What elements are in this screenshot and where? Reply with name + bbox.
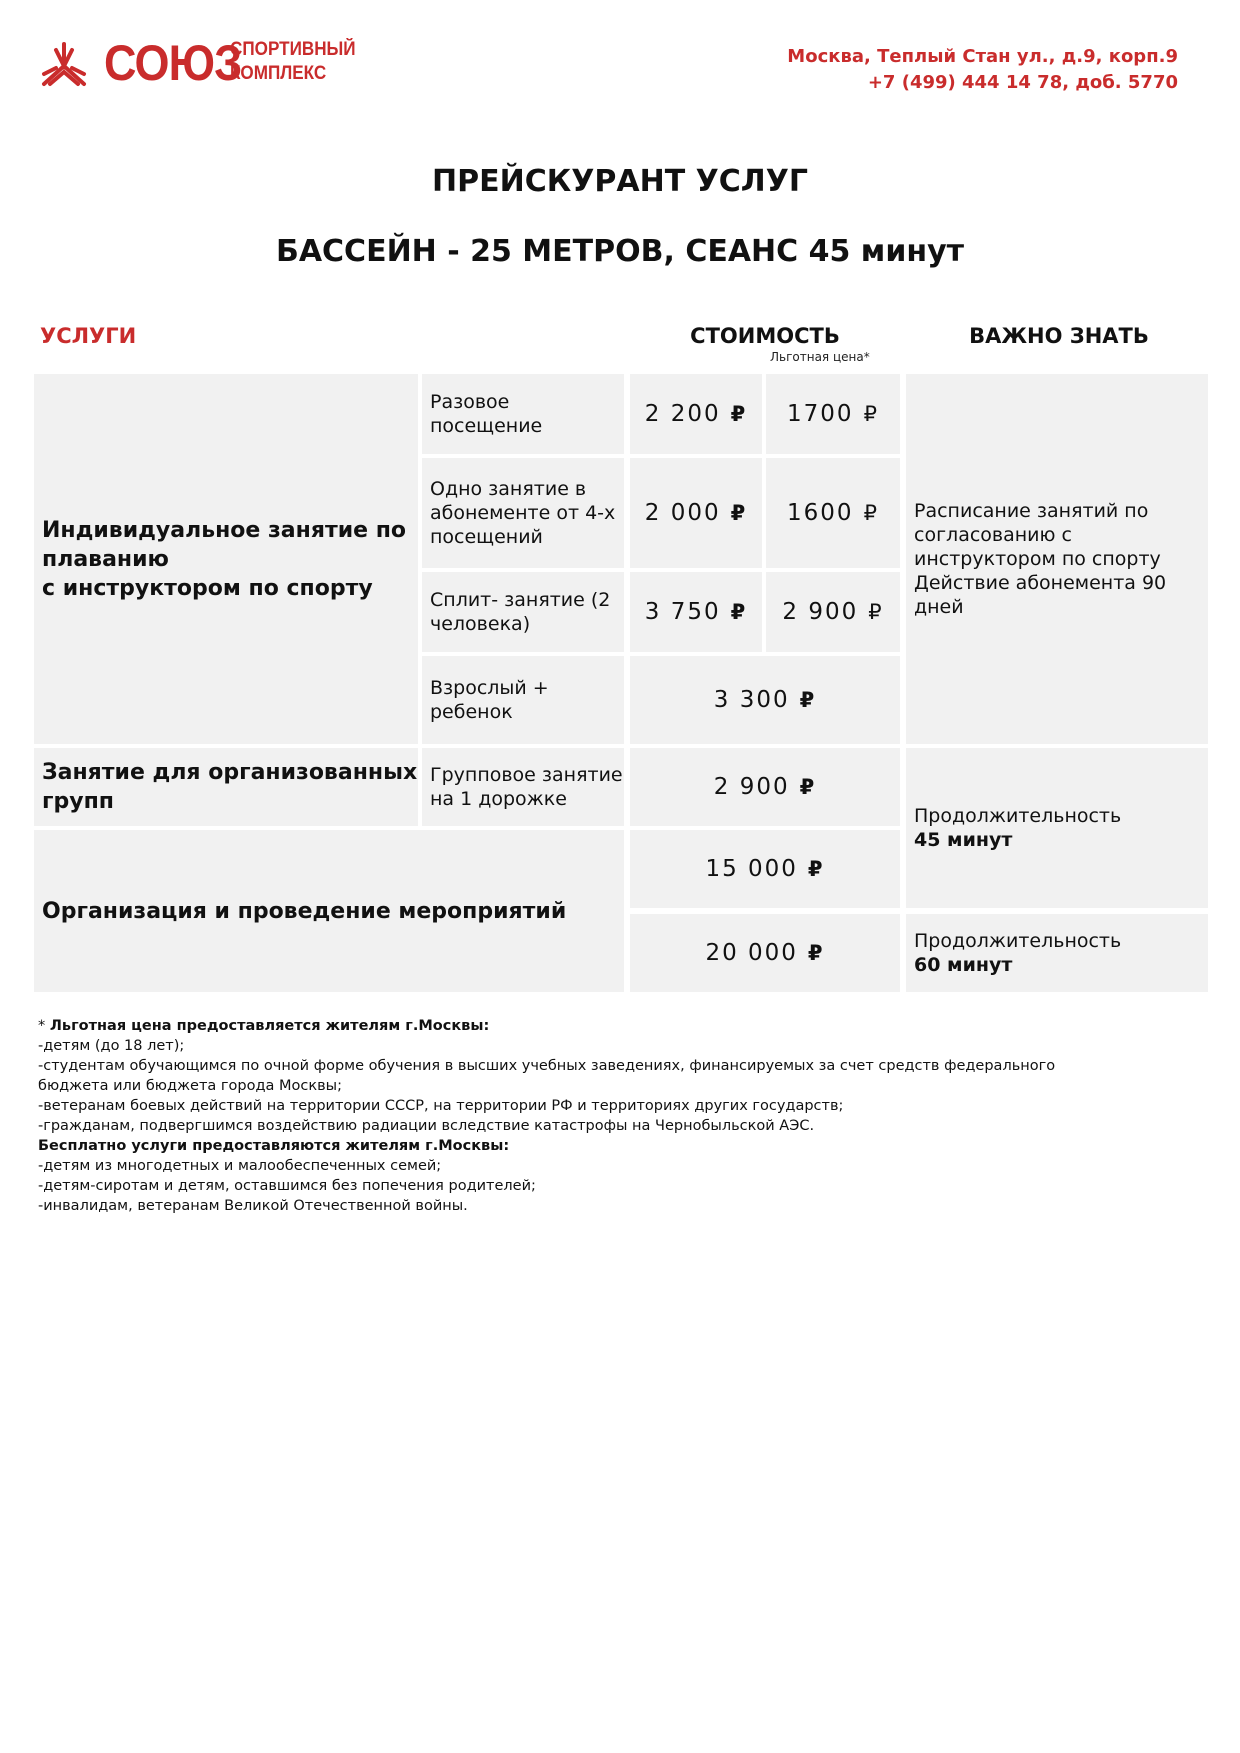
page-title: ПРЕЙСКУРАНТ УСЛУГ	[432, 164, 808, 199]
events-note-value: 60 минут	[914, 954, 1013, 976]
preferential-single-visit: 1700 ₽	[766, 374, 900, 454]
ruble-icon: ₽	[807, 941, 825, 965]
groups-category: Занятие для организованных групп	[34, 748, 418, 826]
price-event-45: 15 000 ₽	[630, 830, 900, 908]
price-subscription: 2 000 ₽	[630, 458, 762, 568]
ruble-icon: ₽	[730, 600, 748, 624]
preferential-item: -гражданам, подвергшимся воздействию радиации вследствие катастрофы на Чернобыльской АЭС.	[38, 1118, 815, 1134]
preferential-item: бюджета или бюджета города Москвы;	[38, 1078, 342, 1094]
groups-note	[906, 748, 1208, 908]
preferential-title: * Льготная цена предоставляется жителям г.Москвы:	[38, 1018, 490, 1034]
price-event-60: 20 000 ₽	[630, 914, 900, 992]
logo	[40, 35, 356, 92]
ruble-icon: ₽	[799, 775, 817, 799]
footnotes	[38, 1016, 1188, 1216]
ruble-icon: ₽	[868, 600, 884, 624]
individual-category	[34, 374, 418, 744]
service-single-visit: Разовое посещение	[422, 374, 624, 454]
page-subtitle: БАССЕЙН - 25 МЕТРОВ, СЕАНС 45 минут	[275, 234, 965, 269]
logo-subtitle-line-1: СПОРТИВНЫЙ	[230, 39, 356, 60]
ruble-icon: ₽	[863, 501, 879, 525]
groups-note-value: 45 минут	[914, 829, 1013, 851]
preferential-price-label: Льготная цена*	[770, 350, 870, 364]
column-header-cost: СТОИМОСТЬ	[690, 324, 840, 348]
phone: +7 (499) 444 14 78, доб. 5770	[867, 72, 1178, 93]
logo-word: СОЮЗ	[104, 35, 242, 91]
free-item: -инвалидам, ветеранам Великой Отечественной войны.	[38, 1198, 468, 1214]
address: Москва, Теплый Стан ул., д.9, корп.9	[787, 46, 1178, 67]
column-header-services: УСЛУГИ	[40, 324, 137, 348]
logo-subtitle	[230, 38, 356, 86]
preferential-item: -студентам обучающимся по очной форме обучения в высших учебных заведениях, финансируемых за счет средств федерального	[38, 1058, 1056, 1074]
contacts	[787, 44, 1178, 96]
logo-subtitle-line-2: КОМПЛЕКС	[230, 63, 327, 84]
service-split: Сплит- занятие (2 человека)	[422, 572, 624, 652]
ruble-icon: ₽	[807, 857, 825, 881]
service-group-lane: Групповое занятие на 1 дорожке	[422, 748, 624, 826]
groups-note-label: Продолжительность	[914, 805, 1122, 827]
price-group-lane: 2 900 ₽	[630, 748, 900, 826]
ruble-icon: ₽	[799, 688, 817, 712]
events-note	[906, 914, 1208, 992]
preferential-item: -ветеранам боевых действий на территории СССР, на территории РФ и территориях других государств;	[38, 1098, 844, 1114]
events-category: Организация и проведение мероприятий	[34, 830, 624, 992]
free-item: -детям-сиротам и детям, оставшимся без попечения родителей;	[38, 1178, 536, 1194]
events-note-label: Продолжительность	[914, 930, 1122, 952]
logo-emblem-icon	[40, 40, 88, 88]
price-split: 3 750 ₽	[630, 572, 762, 652]
free-title: Бесплатно услуги предоставляются жителям г.Москвы:	[38, 1138, 510, 1154]
ruble-icon: ₽	[863, 402, 879, 426]
price-single-visit: 2 200 ₽	[630, 374, 762, 454]
preferential-item: -детям (до 18 лет);	[38, 1038, 185, 1054]
individual-category-label: Индивидуальное занятие по плаванию с инструктором по спорту	[42, 517, 407, 601]
preferential-split: 2 900 ₽	[766, 572, 900, 652]
preferential-subscription: 1600 ₽	[766, 458, 900, 568]
service-subscription: Одно занятие в абонементе от 4-х посещений	[422, 458, 624, 568]
free-item: -детям из многодетных и малообеспеченных семей;	[38, 1158, 442, 1174]
column-header-important: ВАЖНО ЗНАТЬ	[969, 324, 1149, 348]
ruble-icon: ₽	[730, 501, 748, 525]
individual-note: Расписание занятий по согласованию с инструктором по спорту Действие абонемента 90 дней	[906, 374, 1208, 744]
service-adult-child: Взрослый + ребенок	[422, 656, 624, 744]
price-adult-child: 3 300 ₽	[630, 656, 900, 744]
ruble-icon: ₽	[730, 402, 748, 426]
